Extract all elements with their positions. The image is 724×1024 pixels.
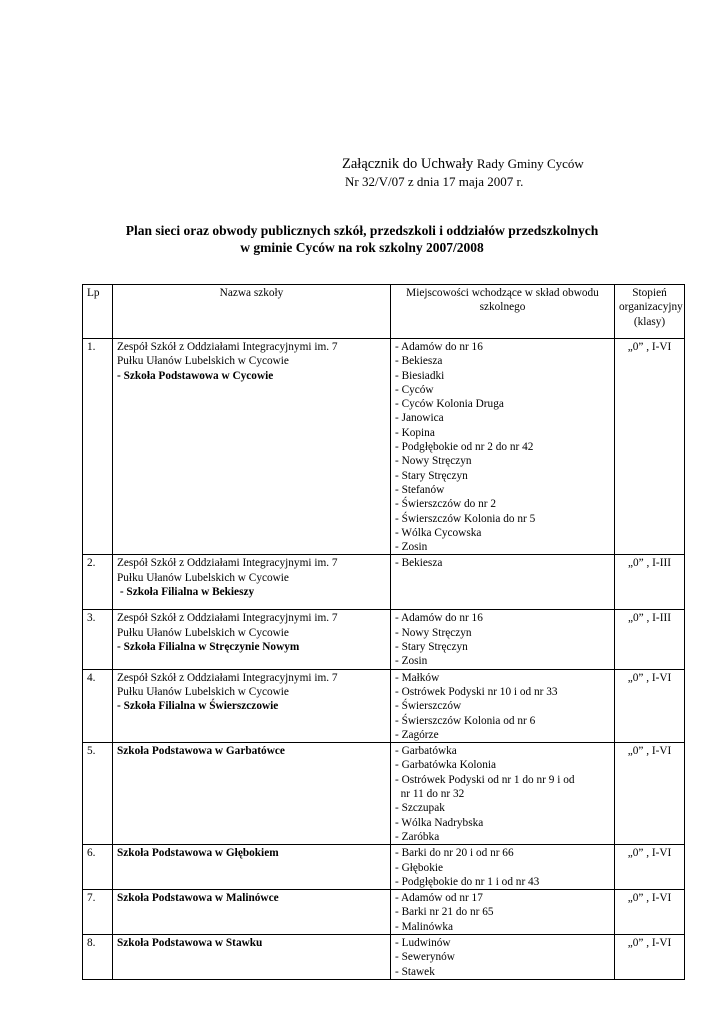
row-number: 8. xyxy=(83,934,113,979)
locality-item: - Stary Stręczyn xyxy=(395,641,468,654)
locality-item: - Nowy Stręczyn xyxy=(395,626,472,639)
table-body xyxy=(83,339,685,980)
row-number: 1. xyxy=(83,339,113,555)
school-name-bold: Szkoła Podstawowa w Głębokiem xyxy=(117,847,279,860)
localities-cell xyxy=(391,934,615,979)
locality-item: - Janowica xyxy=(395,412,444,425)
locality-item: - Wólka Cycowska xyxy=(395,526,482,539)
locality-item: - Zagórze xyxy=(395,728,439,741)
locality-item: nr 11 do nr 32 xyxy=(395,788,465,801)
row-number: 4. xyxy=(83,669,113,742)
attachment-main-text: Załącznik do Uchwały xyxy=(342,156,474,172)
table-row xyxy=(83,555,685,610)
locality-item: - Głębokie xyxy=(395,861,443,874)
organization-level-cell: „0” , I-VI xyxy=(615,934,685,979)
attachment-council-text: Rady Gminy Cyców xyxy=(476,156,584,171)
table-row xyxy=(83,669,685,742)
locality-item: - Cyców Kolonia Druga xyxy=(395,398,504,411)
locality-item: - Barki do nr 20 i od nr 66 xyxy=(395,847,514,860)
school-name-bold: - Szkoła Filialna w Świerszczowie xyxy=(117,700,279,713)
school-name-bold: Szkoła Podstawowa w Stawku xyxy=(117,936,263,949)
localities-cell xyxy=(391,669,615,742)
school-name-cell xyxy=(113,555,391,610)
localities-cell xyxy=(391,610,615,669)
school-parent-name-line: Zespół Szkół z Oddziałami Integracyjnymi im. 7 xyxy=(117,671,338,684)
locality-item: - Malinówka xyxy=(395,920,454,933)
row-number: 2. xyxy=(83,555,113,610)
attachment-header xyxy=(342,155,672,190)
locality-item: - Garbatówka Kolonia xyxy=(395,759,497,772)
locality-item: - Podgłębokie do nr 1 i od nr 43 xyxy=(395,875,540,888)
school-name-cell xyxy=(113,743,391,845)
row-number: 7. xyxy=(83,890,113,935)
locality-item: - Stefanów xyxy=(395,483,445,496)
header-organization-level: Stopień organizacyjny (klasy) xyxy=(615,285,685,339)
organization-level-cell: „0” , I-VI xyxy=(615,890,685,935)
school-name-bold: Szkoła Podstawowa w Garbatówce xyxy=(117,745,285,758)
localities-cell xyxy=(391,339,615,555)
school-name-cell xyxy=(113,845,391,890)
locality-item: - Szczupak xyxy=(395,802,445,815)
school-name-bold: - Szkoła Podstawowa w Cycowie xyxy=(117,369,274,382)
table-row xyxy=(83,610,685,669)
school-name-cell xyxy=(113,610,391,669)
organization-level-cell: „0” , I-VI xyxy=(615,339,685,555)
schools-table xyxy=(82,284,685,980)
locality-item: - Garbatówka xyxy=(395,745,457,758)
school-parent-name-line: Pułku Ułanów Lubelskich w Cycowie xyxy=(117,685,289,698)
locality-item: - Świerszczów Kolonia od nr 6 xyxy=(395,714,536,727)
locality-item: - Adamów do nr 16 xyxy=(395,612,483,625)
locality-item: - Adamów do nr 16 xyxy=(395,341,483,353)
school-name-bold: Szkoła Podstawowa w Malinówce xyxy=(117,892,279,905)
locality-item: - Zosin xyxy=(395,655,428,668)
locality-item: - Ludwinów xyxy=(395,936,451,949)
locality-item: - Świerszczów do nr 2 xyxy=(395,498,497,511)
school-name-cell xyxy=(113,890,391,935)
locality-item: - Zosin xyxy=(395,541,428,554)
table-row xyxy=(83,845,685,890)
document-title-line-1: Plan sieci oraz obwody publicznych szkół, przedszkoli i oddziałów przedszkolnych xyxy=(125,223,599,238)
locality-item: - Podgłębokie od nr 2 do nr 42 xyxy=(395,441,534,454)
row-number: 6. xyxy=(83,845,113,890)
header-lp: Lp xyxy=(83,285,113,339)
document-title xyxy=(60,222,664,256)
locality-item: - Cyców xyxy=(395,383,434,396)
table-row xyxy=(83,339,685,555)
organization-level-cell: „0” , I-VI xyxy=(615,845,685,890)
school-name-cell xyxy=(113,934,391,979)
locality-item: - Ostrówek Podyski nr 10 i od nr 33 xyxy=(395,685,558,698)
locality-item: - Kopina xyxy=(395,426,435,439)
locality-item: - Barki nr 21 do nr 65 xyxy=(395,906,494,919)
school-name-cell xyxy=(113,669,391,742)
school-parent-name-line: Pułku Ułanów Lubelskich w Cycowie xyxy=(117,571,289,584)
header-localities: Miejscowości wchodzące w skład obwodu szkolnego xyxy=(391,285,615,339)
school-name-bold: - Szkoła Filialna w Stręczynie Nowym xyxy=(117,641,300,654)
localities-cell xyxy=(391,845,615,890)
localities-cell xyxy=(391,743,615,845)
locality-item: - Sewerynów xyxy=(395,951,455,964)
locality-item: - Stawek xyxy=(395,965,435,978)
locality-item: - Stary Stręczyn xyxy=(395,469,468,482)
header-school-name: Nazwa szkoły xyxy=(113,285,391,339)
locality-item: - Świerszczów xyxy=(395,700,462,713)
locality-item: - Biesiadki xyxy=(395,369,445,382)
organization-level-cell: „0” , I-III xyxy=(615,610,685,669)
school-name-bold: - Szkoła Filialna w Bekieszy xyxy=(117,586,255,599)
locality-item: - Ostrówek Podyski od nr 1 do nr 9 i od xyxy=(395,773,575,786)
document-title-line-2: w gminie Cyców na rok szkolny 2007/2008 xyxy=(240,240,484,255)
table-header-row xyxy=(83,285,685,339)
localities-cell xyxy=(391,890,615,935)
attachment-title xyxy=(342,155,672,173)
school-parent-name-line: Zespół Szkół z Oddziałami Integracyjnymi im. 7 xyxy=(117,341,338,353)
school-parent-name-line: Zespół Szkół z Oddziałami Integracyjnymi im. 7 xyxy=(117,557,338,570)
locality-item: - Zaróbka xyxy=(395,830,440,843)
table-row xyxy=(83,743,685,845)
localities-cell xyxy=(391,555,615,610)
locality-item: - Bekiesza xyxy=(395,557,443,570)
school-parent-name-line: Pułku Ułanów Lubelskich w Cycowie xyxy=(117,355,289,368)
organization-level-cell: „0” , I-VI xyxy=(615,669,685,742)
locality-item: - Adamów od nr 17 xyxy=(395,892,483,905)
locality-item: - Bekiesza xyxy=(395,355,443,368)
row-number: 5. xyxy=(83,743,113,845)
organization-level-cell: „0” , I-VI xyxy=(615,743,685,845)
table-row xyxy=(83,890,685,935)
organization-level-cell: „0” , I-III xyxy=(615,555,685,610)
school-name-cell xyxy=(113,339,391,555)
locality-item: - Nowy Stręczyn xyxy=(395,455,472,468)
school-parent-name-line: Pułku Ułanów Lubelskich w Cycowie xyxy=(117,626,289,639)
table-row xyxy=(83,934,685,979)
row-number: 3. xyxy=(83,610,113,669)
resolution-number: Nr 32/V/07 z dnia 17 maja 2007 r. xyxy=(345,174,524,189)
school-parent-name-line: Zespół Szkół z Oddziałami Integracyjnymi im. 7 xyxy=(117,612,338,625)
locality-item: - Wólka Nadrybska xyxy=(395,816,484,829)
locality-item: - Świerszczów Kolonia do nr 5 xyxy=(395,512,536,525)
locality-item: - Małków xyxy=(395,671,440,684)
